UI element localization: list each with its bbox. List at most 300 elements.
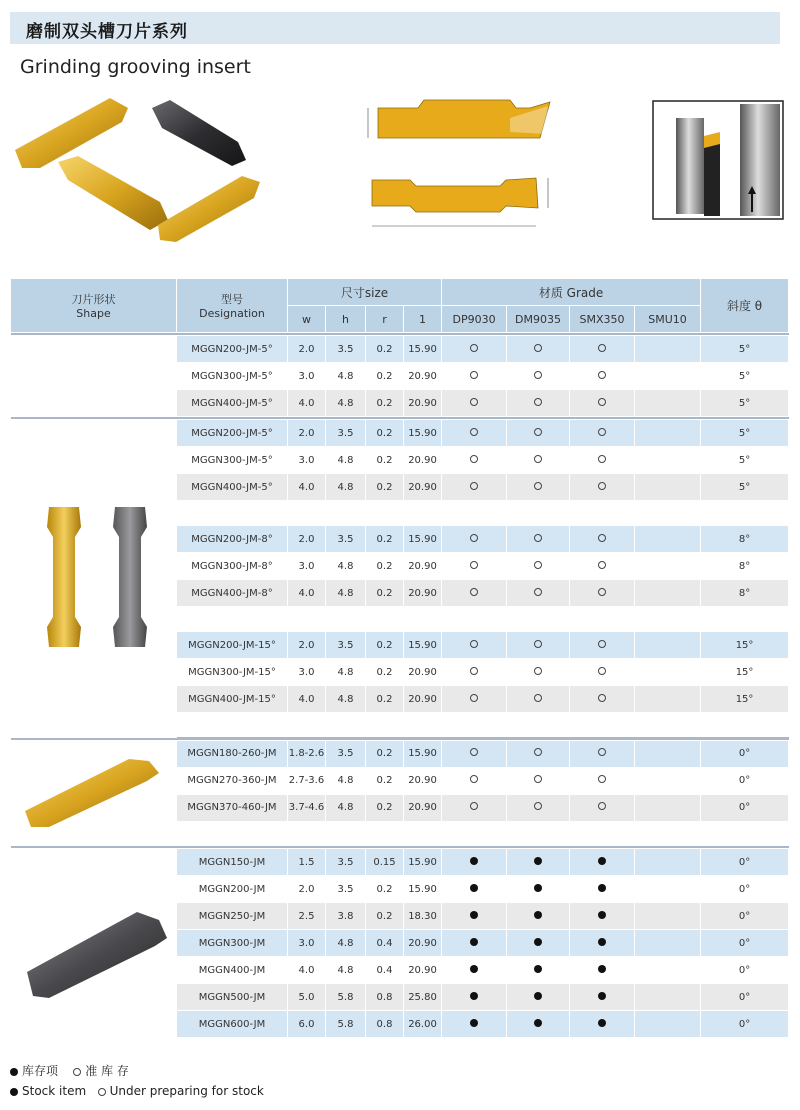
grade-cell: [570, 957, 635, 984]
grade-cell: [442, 767, 507, 794]
designation-cell: MGGN150-JM: [177, 849, 288, 876]
grade-cell: [570, 659, 635, 686]
r-cell: 0.8: [366, 1011, 404, 1038]
table-row: [11, 336, 789, 363]
grade-cell: [635, 957, 701, 984]
prep-circle-icon: [534, 398, 542, 406]
h-cell: 4.8: [326, 794, 366, 821]
grade-cell: [442, 740, 507, 767]
prep-circle-icon: [598, 561, 606, 569]
h-cell: 3.5: [326, 740, 366, 767]
designation-cell: MGGN200-JM: [177, 876, 288, 903]
spacer-cell: [326, 821, 366, 846]
designation-cell: MGGN200-JM-5°: [177, 336, 288, 363]
prep-circle-icon: [470, 398, 478, 406]
grade-cell: [442, 1011, 507, 1038]
angle-cell: 0°: [701, 1011, 789, 1038]
l-cell: 15.90: [404, 632, 442, 659]
prep-circle-icon: [534, 640, 542, 648]
prep-circle-icon: [598, 482, 606, 490]
spacer-cell: [177, 713, 288, 738]
r-cell: 0.8: [366, 984, 404, 1011]
prep-circle-icon: [470, 775, 478, 783]
prep-circle-icon: [534, 455, 542, 463]
grade-cell: [635, 686, 701, 713]
l-cell: 20.90: [404, 930, 442, 957]
legend-en: [10, 1084, 264, 1098]
prep-circle-icon: [470, 748, 478, 756]
shape-dark-insert: [11, 849, 177, 1038]
r-cell: 0.2: [366, 632, 404, 659]
l-cell: 18.30: [404, 903, 442, 930]
w-cell: 1.8-2.6: [288, 740, 326, 767]
header-designation: 型号 Designation: [177, 279, 288, 333]
l-cell: 15.90: [404, 336, 442, 363]
r-cell: 0.2: [366, 686, 404, 713]
grade-cell: [570, 632, 635, 659]
grade-cell: [442, 447, 507, 474]
spacer-cell: [404, 501, 442, 526]
insert-photo: [10, 90, 275, 255]
prep-circle-icon: [534, 775, 542, 783]
spacer-cell: [507, 607, 570, 632]
stock-dot-icon: [598, 965, 606, 973]
prep-circle-icon: [598, 534, 606, 542]
w-cell: 3.0: [288, 363, 326, 390]
stock-dot-icon: [470, 884, 478, 892]
w-cell: 4.0: [288, 580, 326, 607]
grade-cell: [507, 390, 570, 417]
application-diagram: [652, 100, 784, 220]
stock-dot-icon: [534, 857, 542, 865]
spacer-cell: [404, 821, 442, 846]
grade-cell: [442, 336, 507, 363]
designation-cell: MGGN400-JM-8°: [177, 580, 288, 607]
header-grade-4: SMU10: [635, 306, 701, 333]
prep-circle-icon: [470, 455, 478, 463]
w-cell: 2.0: [288, 632, 326, 659]
legend-stock-en: Stock item: [22, 1084, 87, 1098]
stock-dot-icon: [470, 1019, 478, 1027]
grade-cell: [635, 420, 701, 447]
designation-cell: MGGN600-JM: [177, 1011, 288, 1038]
h-cell: 4.8: [326, 363, 366, 390]
r-cell: 0.2: [366, 876, 404, 903]
h-cell: 4.8: [326, 930, 366, 957]
spacer-cell: [701, 821, 789, 846]
h-cell: 3.5: [326, 849, 366, 876]
l-cell: 20.90: [404, 580, 442, 607]
prep-circle-icon: [534, 428, 542, 436]
stock-dot-icon: [534, 992, 542, 1000]
grade-cell: [570, 767, 635, 794]
spacer-cell: [326, 713, 366, 738]
grade-cell: [635, 526, 701, 553]
l-cell: 20.90: [404, 390, 442, 417]
grade-cell: [635, 849, 701, 876]
h-cell: 4.8: [326, 957, 366, 984]
designation-cell: MGGN500-JM: [177, 984, 288, 1011]
grade-cell: [442, 903, 507, 930]
header-w: w: [288, 306, 326, 333]
grade-cell: [570, 553, 635, 580]
l-cell: 20.90: [404, 447, 442, 474]
designation-cell: MGGN250-JM: [177, 903, 288, 930]
prep-circle-icon: [534, 534, 542, 542]
grade-cell: [442, 957, 507, 984]
spacer-cell: [442, 713, 507, 738]
grade-cell: [635, 553, 701, 580]
spacer-cell: [635, 501, 701, 526]
angle-cell: 0°: [701, 849, 789, 876]
spacer-cell: [404, 607, 442, 632]
prep-circle-icon: [534, 344, 542, 352]
grade-cell: [442, 984, 507, 1011]
designation-cell: MGGN300-JM: [177, 930, 288, 957]
h-cell: 4.8: [326, 447, 366, 474]
stock-dot-icon: [470, 965, 478, 973]
spacer-cell: [570, 821, 635, 846]
stock-dot-icon: [598, 911, 606, 919]
spacer-cell: [326, 607, 366, 632]
grade-cell: [507, 580, 570, 607]
grade-cell: [507, 686, 570, 713]
grade-cell: [570, 930, 635, 957]
grade-cell: [635, 767, 701, 794]
header-shape: 刀片形状 Shape: [11, 279, 177, 333]
grade-cell: [507, 474, 570, 501]
angle-cell: 5°: [701, 363, 789, 390]
designation-cell: MGGN300-JM-5°: [177, 447, 288, 474]
grade-cell: [635, 903, 701, 930]
l-cell: 15.90: [404, 740, 442, 767]
spacer-cell: [288, 821, 326, 846]
header-grade-2: DM9035: [507, 306, 570, 333]
shape-empty: [11, 336, 177, 417]
legend-cn: [10, 1062, 129, 1079]
designation-cell: MGGN300-JM-15°: [177, 659, 288, 686]
h-cell: 3.5: [326, 336, 366, 363]
grade-cell: [570, 849, 635, 876]
grade-cell: [570, 740, 635, 767]
grade-cell: [635, 794, 701, 821]
grade-cell: [442, 553, 507, 580]
grade-cell: [507, 632, 570, 659]
spacer-cell: [366, 821, 404, 846]
prep-circle-icon: [534, 667, 542, 675]
r-cell: 0.2: [366, 903, 404, 930]
spec-table: [10, 278, 789, 1038]
r-cell: 0.2: [366, 420, 404, 447]
w-cell: 2.5: [288, 903, 326, 930]
prep-circle-icon: [598, 428, 606, 436]
angle-cell: 0°: [701, 740, 789, 767]
stock-dot-icon: [470, 992, 478, 1000]
grade-cell: [570, 474, 635, 501]
w-cell: 2.0: [288, 336, 326, 363]
r-cell: 0.2: [366, 794, 404, 821]
prep-circle-icon: [98, 1088, 106, 1096]
angle-cell: 8°: [701, 553, 789, 580]
grade-cell: [507, 903, 570, 930]
h-cell: 4.8: [326, 553, 366, 580]
prep-circle-icon: [470, 371, 478, 379]
grade-cell: [442, 420, 507, 447]
stock-dot-icon: [534, 911, 542, 919]
spacer-cell: [442, 501, 507, 526]
spacer-cell: [701, 607, 789, 632]
grade-cell: [507, 876, 570, 903]
angle-cell: 0°: [701, 903, 789, 930]
prep-circle-icon: [598, 344, 606, 352]
spacer-cell: [288, 501, 326, 526]
grade-cell: [635, 740, 701, 767]
stock-dot-icon: [598, 857, 606, 865]
grade-cell: [507, 930, 570, 957]
grade-cell: [635, 474, 701, 501]
grade-cell: [507, 767, 570, 794]
l-cell: 15.90: [404, 849, 442, 876]
grade-cell: [570, 526, 635, 553]
h-cell: 3.5: [326, 876, 366, 903]
grade-cell: [635, 659, 701, 686]
stock-dot-icon: [470, 911, 478, 919]
w-cell: 2.0: [288, 420, 326, 447]
spacer-cell: [635, 607, 701, 632]
grade-cell: [442, 526, 507, 553]
grade-cell: [507, 1011, 570, 1038]
header-grade: 材质 Grade: [442, 279, 701, 306]
spacer-cell: [507, 821, 570, 846]
grade-cell: [570, 390, 635, 417]
prep-circle-icon: [598, 640, 606, 648]
grade-cell: [442, 659, 507, 686]
header-h: h: [326, 306, 366, 333]
grade-cell: [442, 474, 507, 501]
stock-dot-icon: [598, 992, 606, 1000]
angle-cell: 0°: [701, 767, 789, 794]
grade-cell: [442, 930, 507, 957]
h-cell: 5.8: [326, 1011, 366, 1038]
spec-table-body: [11, 333, 789, 1038]
grade-cell: [507, 740, 570, 767]
l-cell: 20.90: [404, 363, 442, 390]
grade-cell: [570, 580, 635, 607]
grade-cell: [635, 363, 701, 390]
grade-cell: [442, 390, 507, 417]
w-cell: 3.0: [288, 553, 326, 580]
angle-cell: 0°: [701, 876, 789, 903]
l-cell: 20.90: [404, 767, 442, 794]
h-cell: 3.5: [326, 526, 366, 553]
header-grade-1: DP9030: [442, 306, 507, 333]
r-cell: 0.2: [366, 390, 404, 417]
w-cell: 2.7-3.6: [288, 767, 326, 794]
h-cell: 3.8: [326, 903, 366, 930]
header-size: 尺寸size: [288, 279, 442, 306]
shape-straight-inserts: [11, 420, 177, 738]
l-cell: 20.90: [404, 794, 442, 821]
header-l: 1: [404, 306, 442, 333]
h-cell: 4.8: [326, 767, 366, 794]
grade-cell: [507, 447, 570, 474]
page-title: 磨制双头槽刀片系列: [26, 22, 188, 42]
grade-cell: [507, 984, 570, 1011]
l-cell: 26.00: [404, 1011, 442, 1038]
l-cell: 15.90: [404, 876, 442, 903]
prep-circle-icon: [534, 748, 542, 756]
grade-cell: [442, 580, 507, 607]
spacer-cell: [701, 501, 789, 526]
grade-cell: [570, 420, 635, 447]
spacer-cell: [177, 607, 288, 632]
grade-cell: [570, 903, 635, 930]
grade-cell: [507, 957, 570, 984]
w-cell: 3.0: [288, 659, 326, 686]
grade-cell: [507, 849, 570, 876]
grade-cell: [442, 632, 507, 659]
angle-cell: 0°: [701, 930, 789, 957]
prep-circle-icon: [598, 667, 606, 675]
r-cell: 0.2: [366, 447, 404, 474]
prep-circle-icon: [470, 667, 478, 675]
spacer-cell: [635, 821, 701, 846]
designation-cell: MGGN400-JM-5°: [177, 474, 288, 501]
grade-cell: [635, 390, 701, 417]
r-cell: 0.4: [366, 930, 404, 957]
designation-cell: MGGN300-JM-8°: [177, 553, 288, 580]
grade-cell: [635, 876, 701, 903]
stock-dot-icon: [598, 884, 606, 892]
l-cell: 25.80: [404, 984, 442, 1011]
grade-cell: [635, 580, 701, 607]
prep-circle-icon: [598, 398, 606, 406]
grade-cell: [442, 876, 507, 903]
l-cell: 20.90: [404, 474, 442, 501]
stock-dot-icon: [10, 1088, 18, 1096]
w-cell: 2.0: [288, 876, 326, 903]
prep-circle-icon: [534, 371, 542, 379]
prep-circle-icon: [470, 588, 478, 596]
l-cell: 20.90: [404, 957, 442, 984]
designation-cell: MGGN400-JM: [177, 957, 288, 984]
designation-cell: MGGN200-JM-15°: [177, 632, 288, 659]
prep-circle-icon: [598, 775, 606, 783]
grade-cell: [570, 447, 635, 474]
r-cell: 0.2: [366, 767, 404, 794]
spacer-cell: [570, 713, 635, 738]
prep-circle-icon: [470, 694, 478, 702]
stock-dot-icon: [10, 1068, 18, 1076]
stock-dot-icon: [598, 1019, 606, 1027]
spacer-cell: [442, 607, 507, 632]
prep-circle-icon: [470, 428, 478, 436]
legend-stock-cn: 库存项: [22, 1064, 59, 1078]
angle-cell: 0°: [701, 794, 789, 821]
prep-circle-icon: [534, 802, 542, 810]
legend-prep-en: Under preparing for stock: [109, 1084, 264, 1098]
shape-gold-insert: [11, 740, 177, 846]
spacer-cell: [507, 501, 570, 526]
l-cell: 20.90: [404, 659, 442, 686]
stock-dot-icon: [470, 938, 478, 946]
r-cell: 0.4: [366, 957, 404, 984]
angle-cell: 5°: [701, 420, 789, 447]
title-bar: [10, 12, 780, 44]
grade-cell: [570, 363, 635, 390]
angle-cell: 8°: [701, 526, 789, 553]
grade-cell: [570, 336, 635, 363]
grade-cell: [507, 336, 570, 363]
prep-circle-icon: [470, 640, 478, 648]
designation-cell: MGGN200-JM-5°: [177, 420, 288, 447]
r-cell: 0.2: [366, 526, 404, 553]
page-subtitle: Grinding grooving insert: [20, 56, 251, 78]
spacer-cell: [177, 501, 288, 526]
grade-cell: [635, 336, 701, 363]
grade-cell: [442, 849, 507, 876]
header-angle: 斜度 θ: [701, 279, 789, 333]
prep-circle-icon: [598, 371, 606, 379]
grade-cell: [635, 632, 701, 659]
spacer-cell: [635, 713, 701, 738]
w-cell: 3.0: [288, 930, 326, 957]
r-cell: 0.15: [366, 849, 404, 876]
angle-cell: 15°: [701, 632, 789, 659]
angle-cell: 5°: [701, 474, 789, 501]
stock-dot-icon: [598, 938, 606, 946]
designation-cell: MGGN200-JM-8°: [177, 526, 288, 553]
l-cell: 15.90: [404, 526, 442, 553]
header-grade-3: SMX350: [570, 306, 635, 333]
grade-cell: [570, 876, 635, 903]
grade-cell: [570, 794, 635, 821]
grade-cell: [570, 1011, 635, 1038]
h-cell: 5.8: [326, 984, 366, 1011]
w-cell: 3.7-4.6: [288, 794, 326, 821]
r-cell: 0.2: [366, 740, 404, 767]
designation-cell: MGGN400-JM-15°: [177, 686, 288, 713]
header-r: r: [366, 306, 404, 333]
w-cell: 1.5: [288, 849, 326, 876]
grade-cell: [570, 686, 635, 713]
designation-cell: MGGN300-JM-5°: [177, 363, 288, 390]
table-row: [11, 849, 789, 876]
stock-dot-icon: [470, 857, 478, 865]
grade-cell: [442, 686, 507, 713]
w-cell: 4.0: [288, 390, 326, 417]
spacer-cell: [366, 607, 404, 632]
grade-cell: [635, 984, 701, 1011]
r-cell: 0.2: [366, 553, 404, 580]
w-cell: 4.0: [288, 474, 326, 501]
prep-circle-icon: [470, 561, 478, 569]
angle-cell: 5°: [701, 336, 789, 363]
stock-dot-icon: [534, 965, 542, 973]
w-cell: 4.0: [288, 957, 326, 984]
r-cell: 0.2: [366, 336, 404, 363]
prep-circle-icon: [598, 694, 606, 702]
h-cell: 3.5: [326, 632, 366, 659]
h-cell: 4.8: [326, 659, 366, 686]
grade-cell: [635, 447, 701, 474]
spacer-cell: [326, 501, 366, 526]
spacer-cell: [404, 713, 442, 738]
prep-circle-icon: [534, 694, 542, 702]
stock-dot-icon: [534, 1019, 542, 1027]
grade-cell: [442, 363, 507, 390]
prep-circle-icon: [534, 482, 542, 490]
